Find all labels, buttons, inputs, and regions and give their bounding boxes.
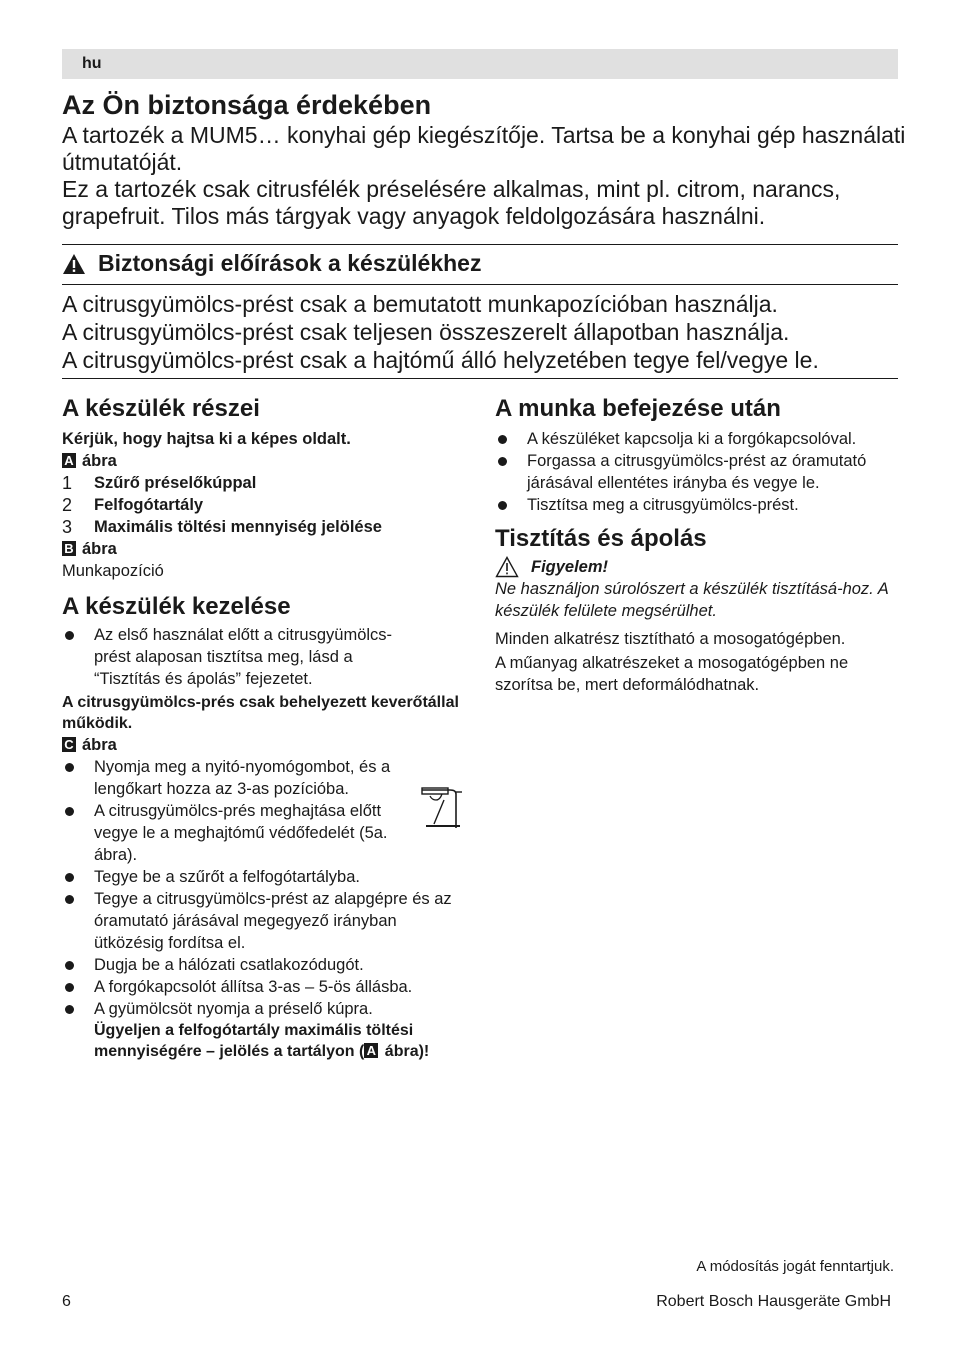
figure-letter-badge: B [62,541,76,556]
safety-lines [62,290,912,374]
safety-line: A citrusgyümölcs-prést csak a bemutatott munkapozícióban használja. [62,291,778,317]
right-column [495,395,900,696]
divider [62,378,898,379]
figure-ref-b [62,538,467,560]
parts-intro: Kérjük, hogy hajtsa ki a képes oldalt. [62,430,351,448]
operation-heading: A készülék kezelése [62,593,291,620]
cleaning-paragraph: A műanyag alkatrészeket a mosogatógépben ne szorítsa be, mert deformálódhatnak. [495,654,849,694]
item-text: Felfogótartály [94,496,204,514]
figure-ref-a [62,450,467,472]
operation-steps [62,756,467,1020]
safety-heading-text: Biztonsági előírások a készülékhez [98,250,482,276]
divider [62,244,898,245]
after-work-list [495,428,900,516]
note-text: ábra)! [380,1043,430,1060]
figure-label: ábra [82,540,117,558]
operation-first-list [62,624,467,690]
list-item: Tegye be a szűrőt a felfogótartályba. [62,866,467,888]
intro-paragraph: A tartozék a MUM5… konyhai gép kiegészítője. Tartsa be a konyhai gép használati útmutatóját. [62,122,906,175]
figure-ref-c [62,734,467,756]
cleaning-paragraph: Minden alkatrész tisztítható a mosogatógépben. [495,630,846,648]
footer-note: A módosítás jogát fenntartjuk. [696,1258,894,1275]
safety-heading [62,250,481,277]
after-work-heading: A munka befejezése után [495,395,781,422]
item-number: 3 [62,517,73,537]
mixer-position-icon [418,784,464,830]
parts-list [62,472,467,538]
warning-icon [62,253,86,275]
item-text: Maximális töltési mennyiség jelölése [94,518,382,536]
figure-letter-badge: C [62,737,76,752]
caution-label: Figyelem! [531,558,609,576]
list-item: Tegye a citrusgyümölcs-prést az alapgépre és az óramutató járásával megegyező irányban ütközésig fordítsa el. [62,888,467,954]
figure-caption: Munkapozíció [62,562,164,580]
item-text: Szűrő préselőkúppal [94,474,257,492]
list-item: Tisztítsa meg a citrusgyümölcs-prést. [495,494,900,516]
figure-letter-badge: A [62,453,76,468]
list-item: Dugja be a hálózati csatlakozódugót. [62,954,467,976]
divider [62,284,898,285]
intro-text [62,122,912,230]
item-number: 1 [62,473,73,493]
list-item: A gyümölcsöt nyomja a préselő kúpra. [62,998,467,1020]
left-column [62,395,467,1062]
figure-label: ábra [82,736,117,754]
fill-level-note [62,1020,467,1062]
list-item: A készüléket kapcsolja ki a forgókapcsolóval. [495,428,900,450]
page-number: 6 [62,1293,71,1310]
page-title: Az Ön biztonsága érdekében [62,90,432,120]
language-bar [62,49,898,79]
caution-line [495,556,900,578]
note-text: Ügyeljen a felfogótartály maximális töltési mennyiségére – jelölés a tartályon ( [94,1022,414,1060]
parts-heading: A készülék részei [62,395,260,422]
intro-paragraph: Ez a tartozék csak citrusfélék préselésére alkalmas, mint pl. citrom, narancs, grapefruit. Tilos más tárgyak vagy anyagok feldolgozására használni. [62,176,841,229]
list-item: Nyomja meg a nyitó-nyomógombot, és a lengőkart hozza az 3-as pozícióba. [62,756,467,800]
safety-line: A citrusgyümölcs-prést csak teljesen összeszerelt állapotban használja. [62,319,790,345]
list-item [62,494,467,516]
list-item [62,472,467,494]
item-number: 2 [62,495,73,515]
figure-label: ábra [82,452,117,470]
safety-line: A citrusgyümölcs-prést csak a hajtómű álló helyzetében tegye fel/vegye le. [62,347,819,373]
caution-text: Ne használjon súrolószert a készülék tisztításá-hoz. A készülék felülete megsérülhet. [495,580,889,620]
list-item: A citrusgyümölcs-prés meghajtása előtt vegye le a meghajtómű védőfedelét (5a. ábra). [62,800,467,866]
caution-icon [495,556,519,578]
list-item: Forgassa a citrusgyümölcs-prést az óramutató járásával ellentétes irányba és vegye le. [495,450,900,494]
figure-letter-badge: A [364,1043,378,1058]
list-item [62,516,467,538]
company-name: Robert Bosch Hausgeräte GmbH [656,1293,891,1310]
language-tag: hu [82,55,102,72]
operation-note: A citrusgyümölcs-prés csak behelyezett keverőtállal működik. [62,694,459,732]
list-item: Az első használat előtt a citrusgyümölcs-prést alaposan tisztítsa meg, lásd a “Tisztítás és ápolás” fejezetet. [62,624,417,690]
cleaning-heading: Tisztítás és ápolás [495,525,707,552]
list-item: A forgókapcsolót állítsa 3-as – 5-ös állásba. [62,976,467,998]
